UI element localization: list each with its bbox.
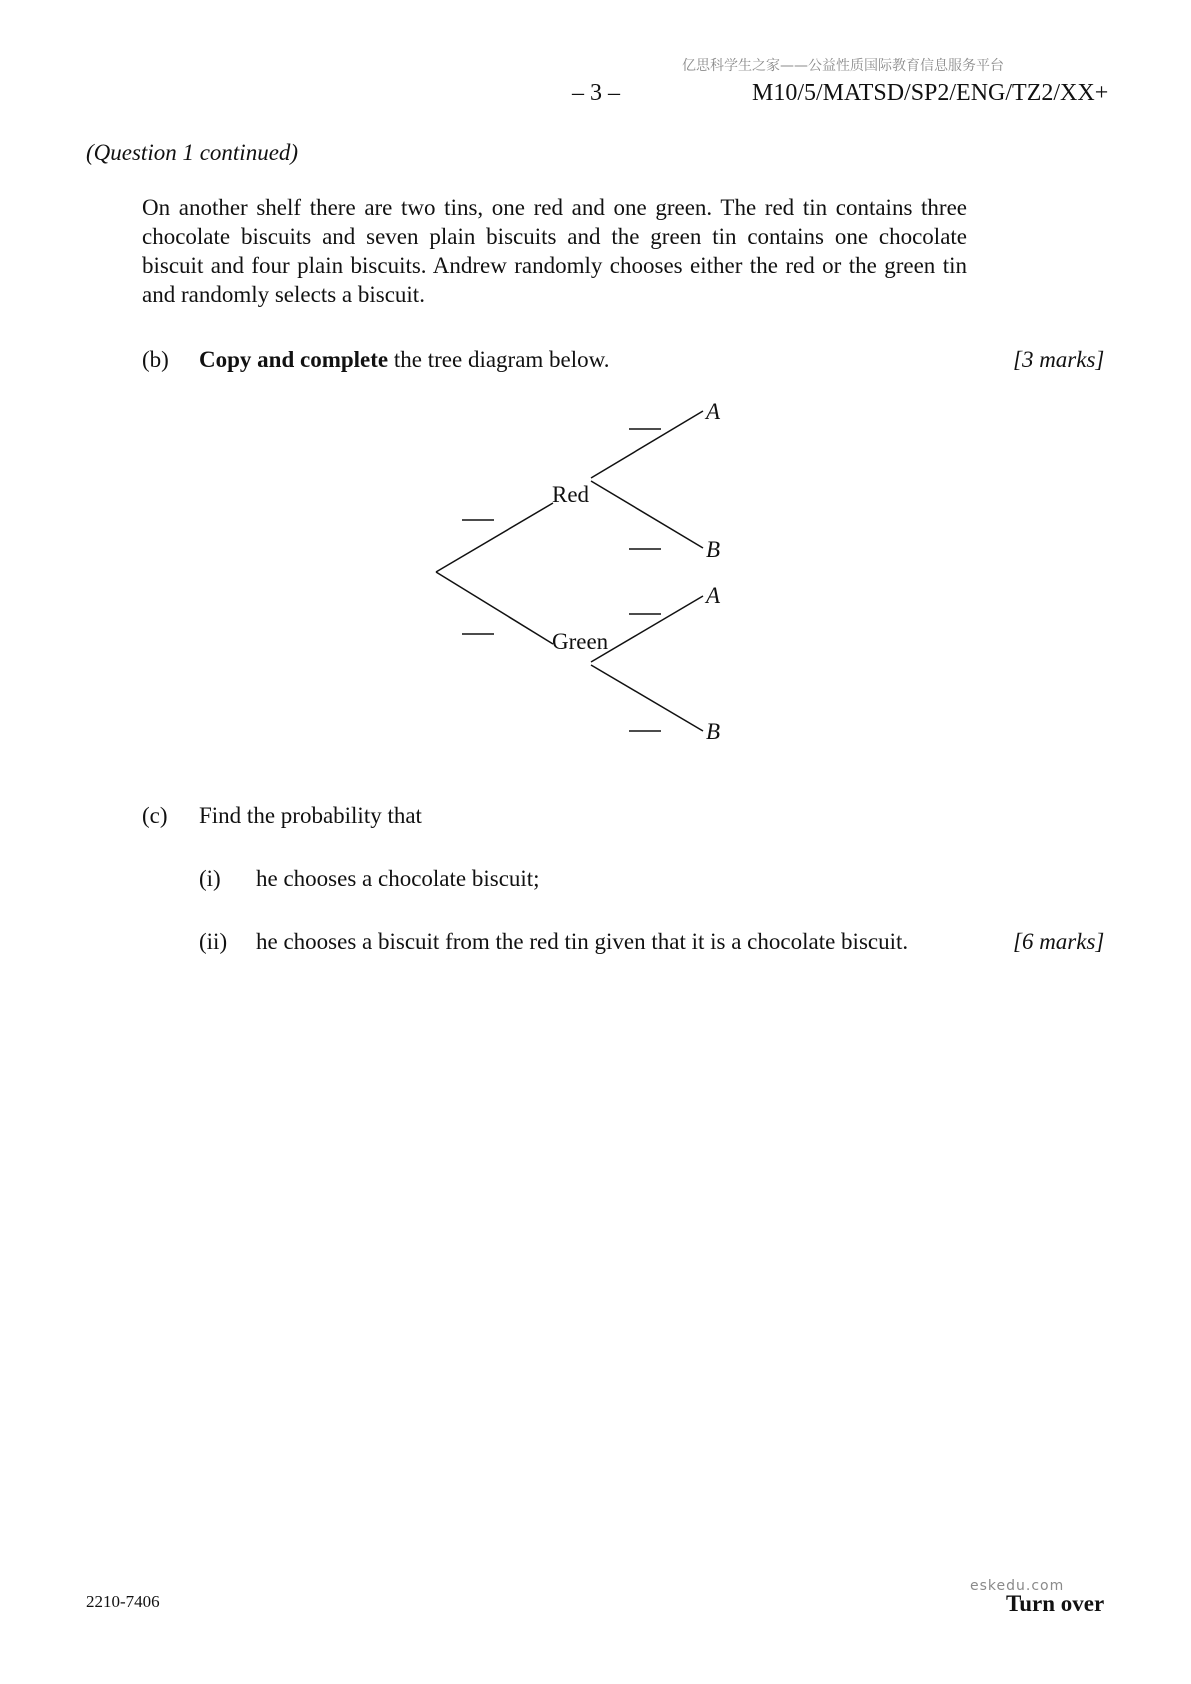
part-c-marks: [6 marks] — [1013, 929, 1105, 954]
part-c-item-i-text: he chooses a chocolate biscuit; — [256, 866, 540, 891]
tree-label-red-a: A — [706, 399, 721, 424]
tree-label-green-b: B — [706, 719, 721, 744]
part-c-item-ii-label: (ii) — [199, 929, 228, 954]
branch-red-b — [591, 481, 703, 548]
watermark-top: 亿思科学生之家——公益性质国际教育信息服务平台 — [682, 58, 1004, 74]
watermark-bottom: eskedu.com — [970, 1578, 1065, 1594]
question-continued: (Question 1 continued) — [86, 140, 299, 165]
part-c-item-i-label: (i) — [199, 866, 221, 891]
tree-label-red-b: B — [706, 537, 721, 562]
part-b-instruction-bold: Copy and complete — [199, 347, 389, 372]
part-c-prompt: Find the probability that — [199, 803, 422, 828]
branch-red-a — [591, 411, 703, 478]
part-b-label: (b) — [142, 347, 169, 372]
turn-over: Turn over — [1006, 1591, 1105, 1616]
part-c-label: (c) — [142, 803, 168, 828]
part-b-marks: [3 marks] — [1013, 347, 1105, 372]
part-b-instruction-rest: the tree diagram below. — [388, 347, 610, 372]
paper-code: M10/5/MATSD/SP2/ENG/TZ2/XX+ — [752, 80, 1109, 106]
tree-label-green: Green — [552, 629, 609, 654]
branch-root-red — [436, 503, 553, 572]
tree-label-red: Red — [552, 482, 590, 507]
page-number: – 3 – — [572, 80, 620, 106]
tree-label-green-a: A — [706, 583, 721, 608]
footer-code: 2210-7406 — [86, 1592, 160, 1611]
branch-root-green — [436, 572, 553, 644]
branch-green-b — [591, 665, 703, 731]
part-c-item-ii-text: he chooses a biscuit from the red tin given that it is a chocolate biscuit. — [256, 929, 909, 954]
intro-paragraph: On another shelf there are two tins, one red and one green. The red tin contains three chocolate biscuits and seven plain biscuits and the green tin contains one chocolate biscuit and four plain biscuits. Andrew randomly chooses either the red or the green tin and randomly selects a biscuit. — [142, 195, 967, 307]
